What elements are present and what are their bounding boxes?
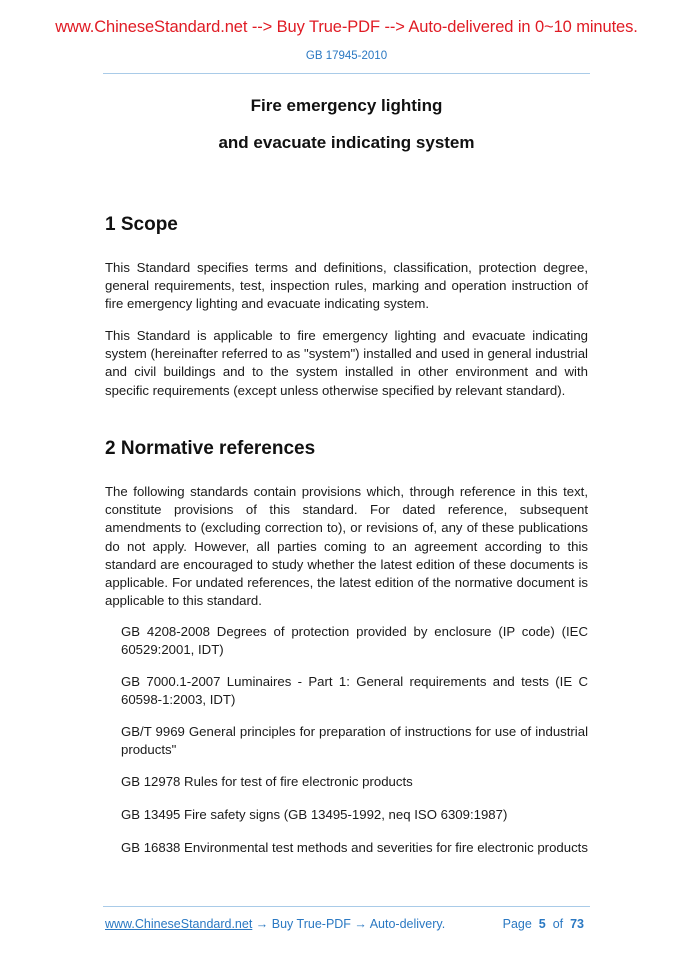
page-of-label: of xyxy=(552,917,564,931)
page-label: Page xyxy=(502,917,532,931)
section-heading-scope: 1 Scope xyxy=(105,214,178,235)
reference-item: GB 13495 Fire safety signs (GB 13495-1992, neq ISO 6309:1987) xyxy=(121,807,508,822)
document-title-line1: Fire emergency lighting xyxy=(250,96,443,115)
footer-site-link[interactable]: www.ChineseStandard.net xyxy=(105,917,253,931)
document-title-line2: and evacuate indicating system xyxy=(218,133,475,152)
header-divider xyxy=(103,73,590,74)
page-indicator xyxy=(503,917,584,931)
reference-item: GB 7000.1-2007 Luminaires - Part 1: General requirements and tests (IE C 60598-1:2003, IDT) xyxy=(121,674,588,708)
standard-number: GB 17945-2010 xyxy=(305,50,388,62)
reference-item: GB 16838 Environmental test methods and severities for fire electronic products xyxy=(121,840,588,855)
scope-paragraph-1: This Standard specifies terms and definitions, classification, protection degree, general requirements, test, inspection rules, marking and operation instruction of fire emergency lighting and evacuate indicating system. xyxy=(105,260,588,312)
footer-promo xyxy=(105,917,445,931)
footer-divider xyxy=(103,906,590,907)
page-current: 5 xyxy=(538,917,546,931)
section-heading-normative-references: 2 Normative references xyxy=(105,438,316,459)
reference-item: GB 12978 Rules for test of fire electronic products xyxy=(121,774,413,789)
promo-banner[interactable]: www.ChineseStandard.net --> Buy True-PDF --> Auto-delivered in 0~10 minutes. xyxy=(55,18,638,36)
normative-intro-paragraph: The following standards contain provisions which, through reference in this text, constitute provisions of this standard. For dated reference, subsequent amendments to (excluding correction to), or revisions of, any of these publications do not apply. However, all parties coming to an agreement according to this standard are encouraged to study whether the latest edition of these documents is applicable. For undated references, the latest edition of the normative document is applicable to this standard. xyxy=(105,484,588,609)
footer-promo-trail: → Buy True-PDF → Auto-delivery. xyxy=(252,917,446,931)
page-total: 73 xyxy=(570,917,584,931)
reference-item: GB 4208-2008 Degrees of protection provided by enclosure (IP code) (IEC 60529:2001, IDT) xyxy=(121,624,588,658)
scope-paragraph-2: This Standard is applicable to fire emergency lighting and evacuate indicating system (hereinafter referred to as "system") installed and used in general industrial and civil buildings and to the system installed in other environment and with specific requirements (except unless otherwise specified by relevant standard). xyxy=(105,328,588,398)
reference-item: GB/T 9969 General principles for preparation of instructions for use of industrial products" xyxy=(121,724,588,758)
